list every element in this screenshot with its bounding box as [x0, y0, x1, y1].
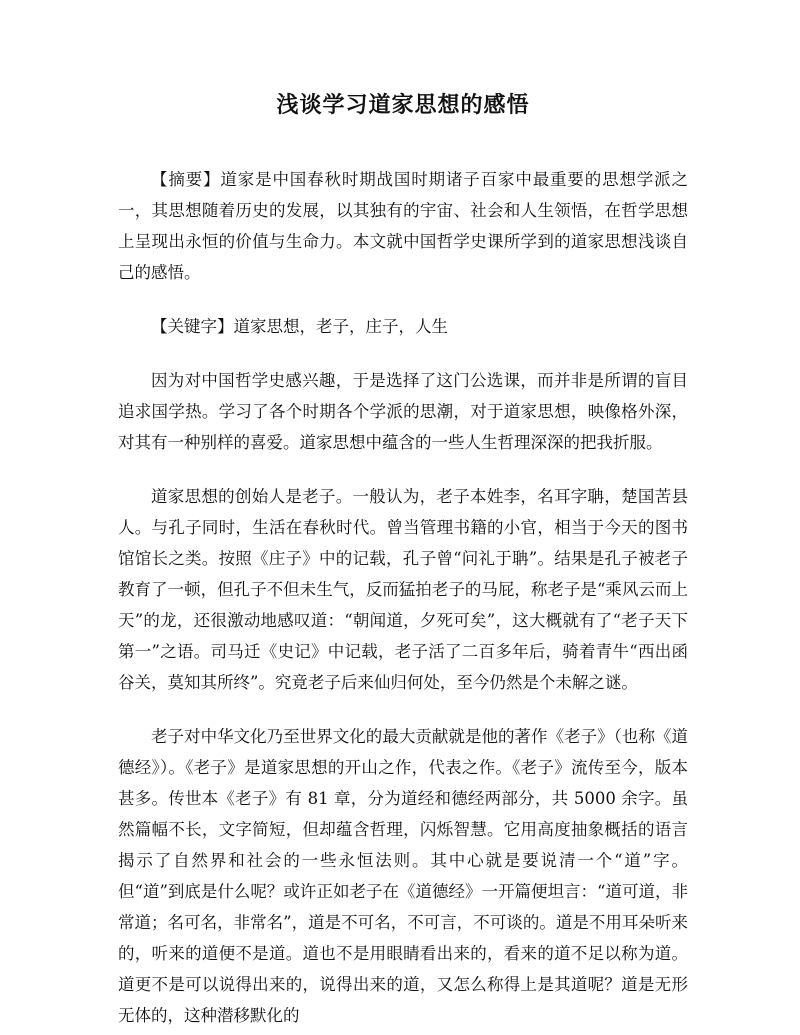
body-paragraph-1: 因为对中国哲学史感兴趣，于是选择了这门公选课，而并非是所谓的盲目追求国学热。学习了各个时期各个学派的思潮，对于道家思想，映像格外深，对其有一种别样的喜爱。道家思想中蕴含的一些人生哲理深深的把我折服。 — [118, 371, 688, 452]
abstract-paragraph: 【摘要】道家是中国春秋时期战国时期诸子百家中最重要的思想学派之一，其思想随着历史的发展，以其独有的宇宙、社会和人生领悟，在哲学思想上呈现出永恒的价值与生命力。本文就中国哲学史课所学到的道家思想浅谈自己的感悟。 — [118, 170, 688, 282]
body-paragraph-2: 道家思想的创始人是老子。一般认为，老子本姓李，名耳字聃，楚国苦县人。与孔子同时，生活在春秋时代。曾当管理书籍的小官，相当于今天的图书馆馆长之类。按照《庄子》中的记载，孔子曾“问礼于聃”。结果是孔子被老子教育了一顿，但孔子不但未生气，反而猛拍老子的马屁，称老子是“乘风云而上天”的龙，还很激动地感叹道：“朝闻道，夕死可矣”，这大概就有了“老子天下第一”之语。司马迁《史记》中记载，老子活了二百多年后，骑着青牛“西出函谷关，莫知其所终”。究竟老子后来仙归何处，至今仍然是个未解之谜。 — [118, 487, 688, 692]
body-paragraph-3: 老子对中华文化乃至世界文化的最大贡献就是他的著作《老子》（也称《道德经》）。《老子》是道家思想的开山之作，代表之作。《老子》流传至今，版本甚多。传世本《老子》有 81 章，分为道经和德经两部分，共 5000 余字。虽然篇幅不长，文字简短，但却蕴含哲理，闪烁智慧。它用高度抽象概括的语言揭示了自然界和社会的一些永恒法则。其中心就是要说清一个“道”字。但“道”到底是什么呢？或许正如老子在《道德经》一开篇便坦言：“道可道，非常道；名可名，非常名”，道是不可名，不可言，不可谈的。道是不用耳朵听来的，听来的道便不是道。道也不是用眼睛看出来的，看来的道不足以称为道。道更不是可以说得出来的，说得出来的道，又怎么称得上是其道呢？道是无形无体的，这种潜移默化的 — [118, 727, 688, 1025]
document-title: 浅谈学习道家思想的感悟 — [276, 93, 530, 118]
keywords-paragraph: 【关键字】道家思想，老子，庄子，人生 — [151, 317, 448, 336]
